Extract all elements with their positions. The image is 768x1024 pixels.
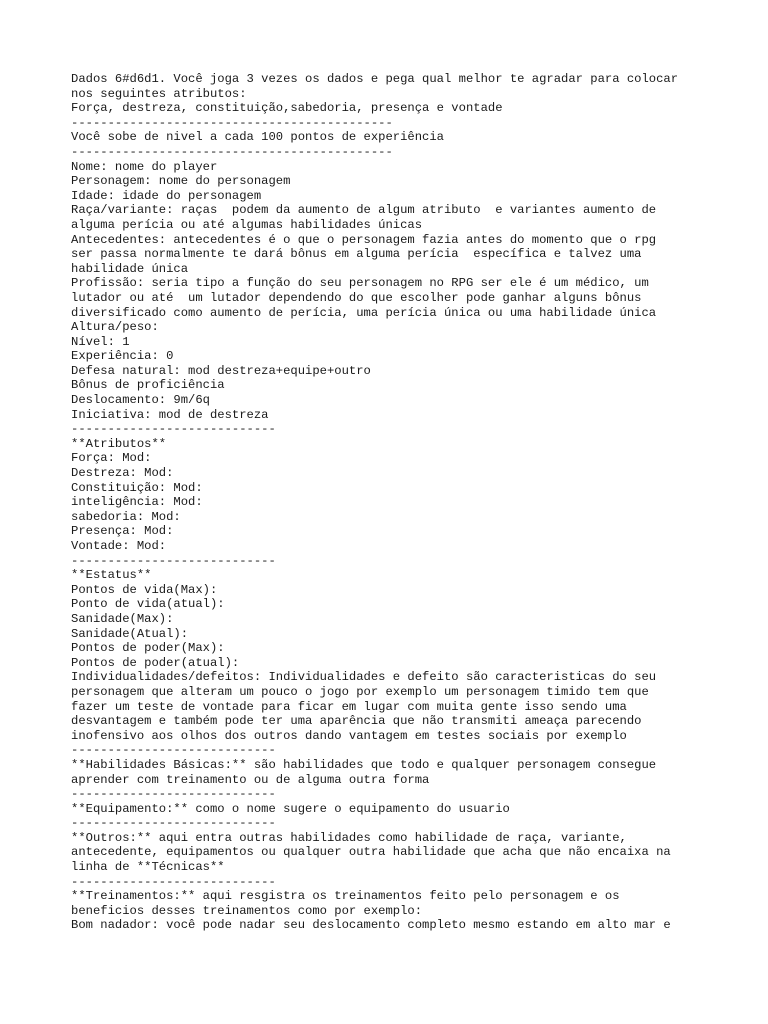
doc-line: desvantagem e também pode ter uma aparência que não transmiti ameaça parecendo	[71, 714, 642, 729]
doc-line: Ponto de vida(atual):	[71, 597, 225, 612]
doc-line: Nome: nome do player	[71, 159, 218, 174]
document-page	[71, 72, 761, 933]
doc-line: alguma perícia ou até algumas habilidades únicas	[71, 217, 423, 232]
doc-line: Você sobe de nivel a cada 100 pontos de experiência	[71, 130, 444, 145]
doc-line: Pontos de poder(atual):	[71, 655, 240, 670]
doc-line: inofensivo aos olhos dos outros dando vantagem em testes sociais por exemplo	[71, 728, 627, 743]
doc-line: nos seguintes atributos:	[71, 86, 247, 101]
doc-line: Deslocamento: 9m/6q	[71, 393, 210, 408]
doc-line: lutador ou até um lutador dependendo do que escolher pode ganhar alguns bônus	[71, 290, 642, 305]
section-heading: **Treinamentos:** aqui resgistra os treinamentos feito pelo personagem e os	[71, 889, 620, 904]
doc-line: inteligência: Mod:	[71, 495, 203, 510]
doc-line: Sanidade(Max):	[71, 611, 174, 626]
doc-line: Constituição: Mod:	[71, 480, 203, 495]
doc-line: Antecedentes: antecedentes é o que o personagem fazia antes do momento que o rpg	[71, 232, 657, 247]
doc-line: Altura/peso:	[71, 320, 159, 335]
doc-line: Profissão: seria tipo a função do seu personagem no RPG ser ele é um médico, um	[71, 276, 649, 291]
section-heading: **Habilidades Básicas:** são habilidades que todo e qualquer personagem consegue	[71, 757, 657, 772]
doc-line: Dados 6#d6d1. Você joga 3 vezes os dados e pega qual melhor te agradar para colocar	[71, 72, 679, 86]
doc-line: Experiência: 0	[71, 349, 174, 364]
doc-line: Presença: Mod:	[71, 524, 174, 539]
doc-line: Nível: 1	[71, 334, 130, 349]
divider-line: ----------------------------	[71, 874, 276, 889]
doc-line: sabedoria: Mod:	[71, 509, 181, 524]
doc-line: Sanidade(Atual):	[71, 626, 189, 641]
doc-line: habilidade única	[71, 261, 189, 276]
doc-line: Bônus de proficiência	[71, 378, 225, 393]
doc-line: Idade: idade do personagem	[71, 188, 262, 203]
doc-line: Defesa natural: mod destreza+equipe+outro	[71, 363, 371, 378]
doc-line: beneficios desses treinamentos como por exemplo:	[71, 903, 423, 918]
doc-line: Vontade: Mod:	[71, 539, 167, 553]
doc-line: antecedente, equipamentos ou qualquer outra habilidade que acha que não encaixa na	[71, 845, 671, 860]
section-heading: **Equipamento:** como o nome sugere o equipamento do usuario	[71, 801, 510, 816]
doc-line: ser passa normalmente te dará bônus em alguma perícia específica e talvez uma	[71, 247, 642, 262]
doc-line: Força, destreza, constituição,sabedoria, presença e vontade	[71, 101, 503, 116]
divider-line: --------------------------------------------	[71, 115, 393, 130]
section-heading: **Atributos**	[71, 436, 167, 451]
divider-line: ----------------------------	[71, 553, 276, 568]
doc-line: Individualidades/defeitos: Individualidades e defeito são caracteristicas do seu	[71, 670, 657, 685]
section-heading: **Outros:** aqui entra outras habilidades como habilidade de raça, variante,	[71, 830, 627, 845]
divider-line: ----------------------------	[71, 422, 276, 437]
section-heading: **Estatus**	[71, 568, 152, 583]
doc-line: diversificado como aumento de perícia, uma perícia única ou uma habilidade única	[71, 305, 657, 320]
divider-line: ----------------------------	[71, 743, 276, 758]
doc-line: Força: Mod:	[71, 451, 152, 466]
doc-line: Raça/variante: raças podem da aumento de algum atributo e variantes aumento de	[71, 203, 657, 218]
doc-line: Destreza: Mod:	[71, 466, 174, 481]
divider-line: --------------------------------------------	[71, 144, 393, 159]
doc-line: personagem que alteram um pouco o jogo por exemplo um personagem timido tem que	[71, 684, 649, 699]
doc-line: Pontos de poder(Max):	[71, 641, 225, 656]
doc-line: linha de **Técnicas**	[71, 860, 225, 875]
divider-line: ----------------------------	[71, 816, 276, 831]
doc-line: Pontos de vida(Max):	[71, 582, 218, 597]
doc-line: Iniciativa: mod de destreza	[71, 407, 269, 422]
doc-line: aprender com treinamento ou de alguma outra forma	[71, 772, 430, 787]
divider-line: ----------------------------	[71, 787, 276, 802]
doc-line: Personagem: nome do personagem	[71, 174, 291, 189]
doc-line: fazer um teste de vontade para ficar em lugar com muita gente isso sendo uma	[71, 699, 627, 714]
doc-line: Bom nadador: você pode nadar seu deslocamento completo mesmo estando em alto mar e	[71, 918, 671, 933]
